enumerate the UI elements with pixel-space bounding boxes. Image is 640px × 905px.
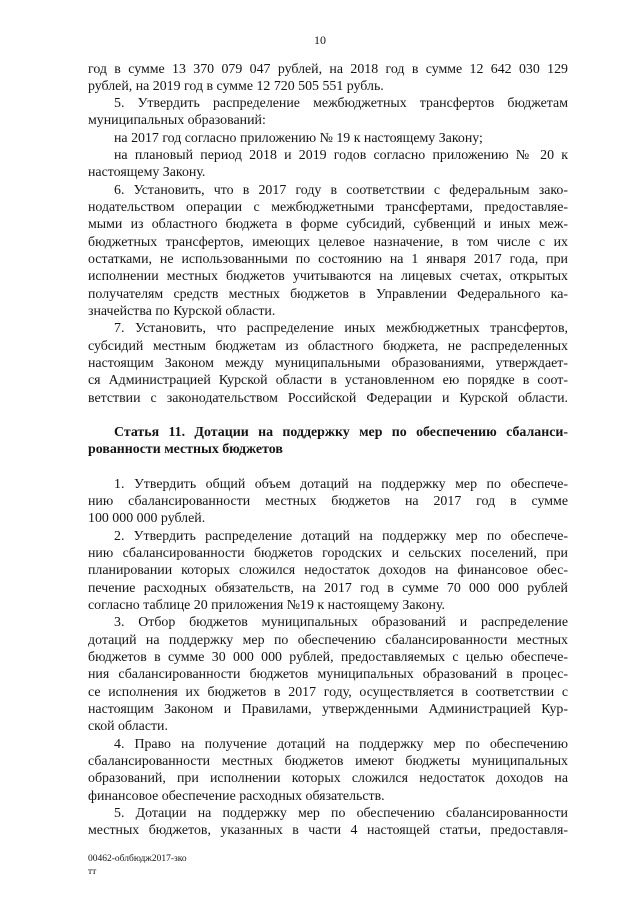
text-line: ветствии с законодательством Российской Федерации и Курской области. <box>88 391 568 406</box>
text-line: ся Администрацией Курской области в установленном ею порядке в соот- <box>88 373 568 388</box>
text-line: бюджетных трансфертов, имеющих целевое назначение, в том числе с их <box>88 235 568 250</box>
text-line: на 2017 год согласно приложению № 19 к настоящему Закону; <box>114 131 483 146</box>
text-line: получателям средств местных бюджетов в Управлении Федерального ка- <box>88 287 568 302</box>
text-line: финансовое обеспечение расходных обязательств. <box>88 789 385 804</box>
text-line: на плановый период 2018 и 2019 годов согласно приложению № 20 к <box>114 148 568 163</box>
text-line: согласно таблице 20 приложения №19 к настоящему Закону. <box>88 598 445 613</box>
article-heading: рованности местных бюджетов <box>88 442 283 457</box>
text-line: нию сбалансированности местных бюджетов на 2017 год в сумме <box>88 494 568 509</box>
text-line: ния сбалансированности бюджетов муниципальных образований в процес- <box>88 667 568 682</box>
text-line: 7. Установить, что распределение иных межбюджетных трансфертов, <box>114 321 568 336</box>
document-code: 00462-облбюдж2017-зко <box>88 854 187 864</box>
text-line: сбалансированности местных бюджетов имеют бюджеты муниципальных <box>88 754 568 769</box>
text-line: 4. Право на получение дотаций на поддержку мер по обеспечению <box>114 737 568 752</box>
text-line: 3. Отбор бюджетов муниципальных образований и распределение <box>114 615 568 630</box>
text-line: 5. Дотации на поддержку мер по обеспечению сбалансированности <box>114 806 568 821</box>
text-line: 100 000 000 рублей. <box>88 511 206 526</box>
text-line: бюджетов в сумме 30 000 000 рублей, предоставляемых с целью обеспече- <box>88 650 568 665</box>
text-line: печение расходных обязательств, на 2017 год в сумме 70 000 000 рублей <box>88 581 568 596</box>
text-line: 1. Утвердить общий объем дотаций на поддержку мер по обеспече- <box>114 477 568 492</box>
text-line: 6. Установить, что в 2017 году в соответствии с федеральным зако- <box>114 183 568 198</box>
text-line: нию сбалансированности бюджетов городских и сельских поселений, при <box>88 546 568 561</box>
text-line: нодательством операции с межбюджетными трансфертами, предоставляе- <box>88 200 568 215</box>
text-line: субсидий местным бюджетам из областного бюджета, не распределенных <box>88 339 568 354</box>
article-heading: Статья 11. Дотации на поддержку мер по обеспечению сбаланси- <box>114 425 568 440</box>
text-line: год в сумме 13 370 079 047 рублей, на 2018 год в сумме 12 642 030 129 <box>88 62 568 77</box>
text-line: 2. Утвердить распределение дотаций на поддержку мер по обеспече- <box>114 529 568 544</box>
text-line: дотаций на поддержку мер по обеспечению сбалансированности местных <box>88 633 568 648</box>
page-number: 10 <box>314 33 326 47</box>
text-line: мыми из областного бюджета в форме субсидий, субвенций и иных меж- <box>88 217 568 232</box>
text-line: исполнении местных бюджетов учитываются на лицевых счетах, открытых <box>88 269 568 284</box>
operator-initials: тт <box>88 867 97 877</box>
text-line: местных бюджетов, указанных в части 4 настоящей статьи, предоставля- <box>88 823 568 838</box>
text-line: рублей, на 2019 год в сумме 12 720 505 551 рубль. <box>88 79 384 94</box>
text-line: значейства по Курской области. <box>88 304 276 319</box>
text-line: остатками, не использованными по состоянию на 1 января 2017 года, при <box>88 252 568 267</box>
text-line: планировании которых сложился недостаток доходов на финансовое обес- <box>88 563 568 578</box>
text-line: ской области. <box>88 719 168 734</box>
text-line: настоящему Закону. <box>88 165 206 180</box>
text-line: настоящим Законом между муниципальными образованиями, утверждает- <box>88 356 568 371</box>
text-line: 5. Утвердить распределение межбюджетных трансфертов бюджетам <box>114 96 568 111</box>
text-line: муниципальных образований: <box>88 113 266 128</box>
text-line: настоящим Законом и Правилами, утвержденными Администрацией Кур- <box>88 702 568 717</box>
text-line: се исполнения их бюджетов в 2017 году, осуществляется в соответствии с <box>88 685 568 700</box>
text-line: образований, при исполнении которых сложился недостаток доходов на <box>88 771 568 786</box>
